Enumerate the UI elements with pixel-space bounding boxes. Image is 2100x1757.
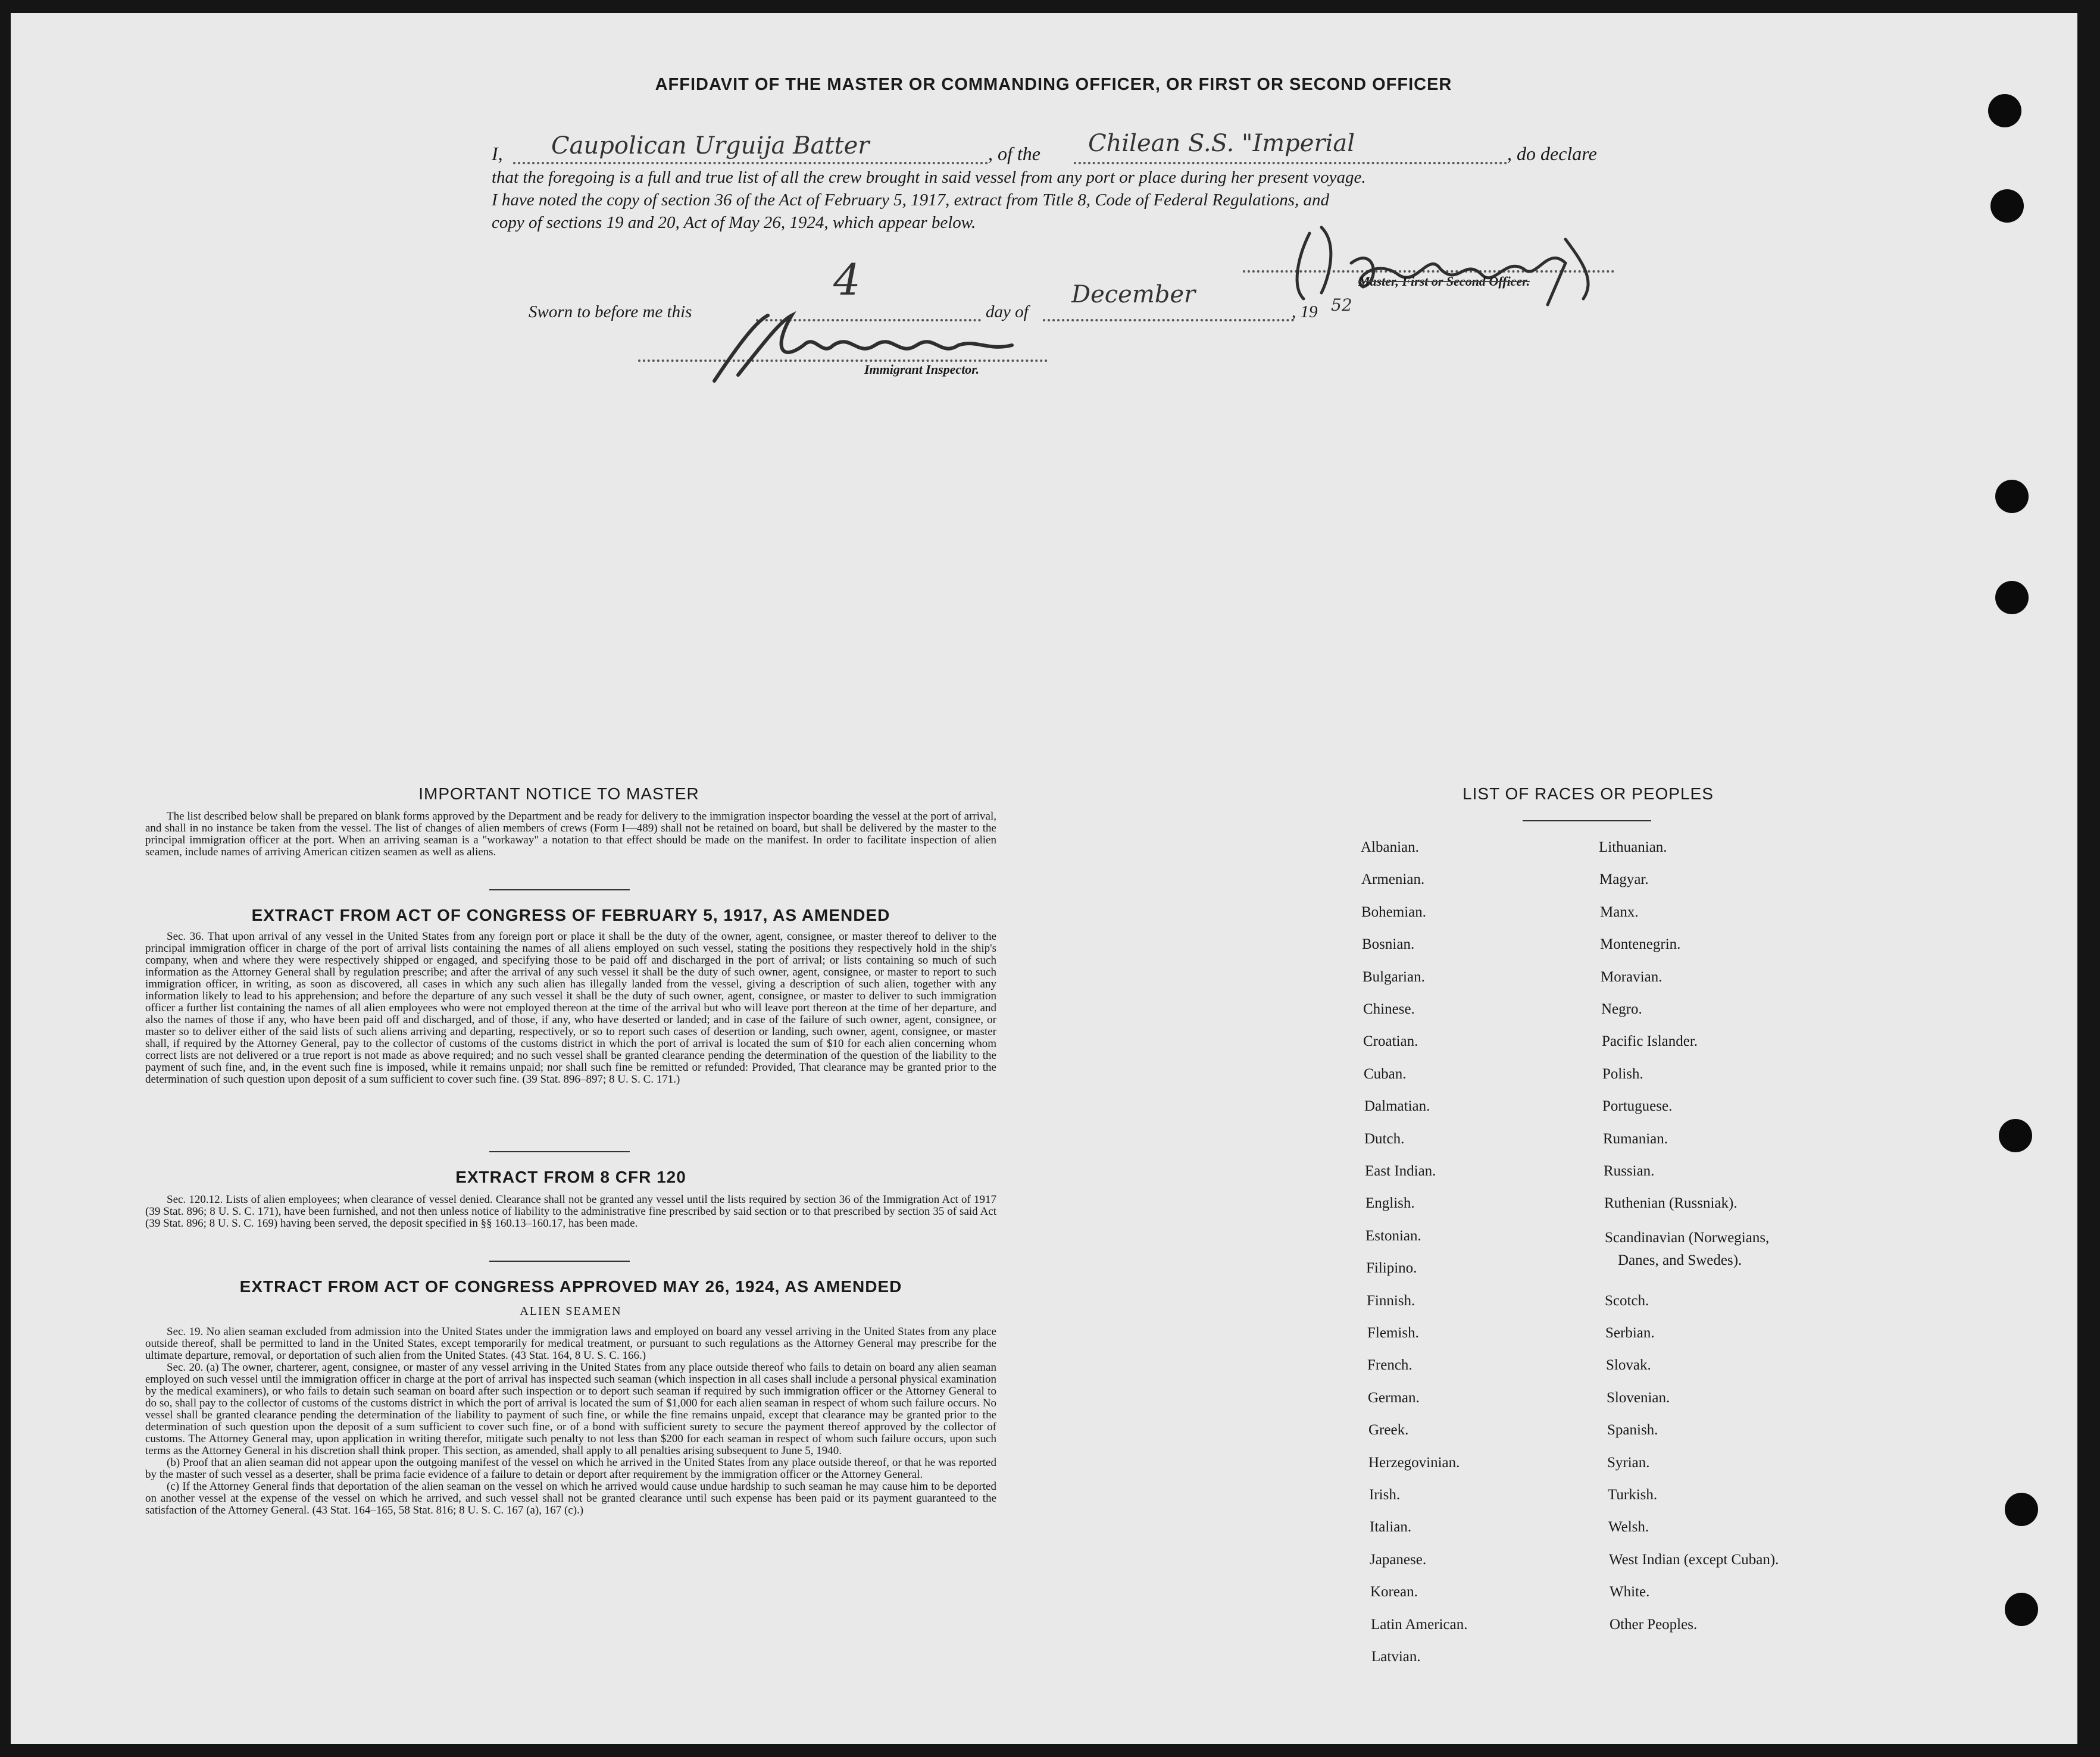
race-item: Bulgarian. bbox=[1362, 969, 1425, 985]
master-title-label: Master, First or Second Officer. bbox=[1358, 274, 1530, 289]
race-item: Pacific Islander. bbox=[1602, 1033, 1698, 1049]
race-item: Other Peoples. bbox=[1610, 1617, 1698, 1633]
affidavit-i-label: I, bbox=[492, 143, 503, 164]
day-of-label: day of bbox=[986, 302, 1029, 321]
race-item: Spanish. bbox=[1607, 1422, 1658, 1438]
affidavit-line-2: that the foregoing is a full and true list of all the crew brought in said vessel from any port or place during her present voyage. bbox=[492, 168, 1366, 187]
divider bbox=[489, 1151, 630, 1152]
affidavit-line-4: copy of sections 19 and 20, Act of May 26, 1924, which appear below. bbox=[492, 213, 976, 232]
race-item: Montenegrin. bbox=[1600, 936, 1681, 952]
race-item: Moravian. bbox=[1601, 969, 1662, 985]
act-1924-title: EXTRACT FROM ACT OF CONGRESS APPROVED MAY 26, 1924, AS AMENDED bbox=[239, 1277, 902, 1296]
cfr-text bbox=[145, 1194, 996, 1230]
month-line bbox=[1043, 319, 1294, 321]
month-handwritten: December bbox=[1071, 281, 1196, 308]
vessel-name-handwritten: Chilean S.S. "Imperial bbox=[1088, 130, 1355, 157]
race-item: Herzegovinian. bbox=[1368, 1455, 1460, 1471]
race-item: Irish. bbox=[1369, 1487, 1401, 1503]
race-item: West Indian (except Cuban). bbox=[1609, 1552, 1779, 1568]
punch-hole bbox=[1988, 94, 2021, 127]
divider bbox=[489, 1261, 630, 1262]
race-item: Scandinavian (Norwegians, bbox=[1605, 1230, 1770, 1246]
race-item: Russian. bbox=[1604, 1163, 1655, 1179]
day-handwritten: 4 bbox=[833, 255, 861, 305]
act-1917-title: EXTRACT FROM ACT OF CONGRESS OF FEBRUARY 5, 1917, AS AMENDED bbox=[251, 906, 890, 924]
sworn-label: Sworn to before me this bbox=[529, 302, 692, 321]
race-item: East Indian. bbox=[1365, 1163, 1436, 1179]
race-item: White. bbox=[1610, 1584, 1650, 1600]
race-item: Korean. bbox=[1370, 1584, 1418, 1600]
race-item: Estonian. bbox=[1365, 1228, 1421, 1244]
year-prefix-label: , 19 bbox=[1292, 302, 1318, 321]
punch-hole bbox=[2005, 1593, 2038, 1626]
act-1924-paragraph-sec20b: (b) Proof that an alien seaman did not appear upon the outgoing manifest of the vessel on which he arrived in the United States from any place outside thereof, or that he was reported by the master of such vessel as a deserter, shall be prima facie evidence of a failure to detain or deport after requirement by the immigration officer or the Attorney General. bbox=[145, 1456, 996, 1481]
race-item: Latvian. bbox=[1371, 1649, 1421, 1665]
race-item: Rumanian. bbox=[1603, 1131, 1668, 1147]
punch-hole bbox=[1995, 480, 2029, 513]
master-name-line bbox=[513, 162, 988, 164]
cfr-paragraph: Sec. 120.12. Lists of alien employees; when clearance of vessel denied. Clearance shall not be granted any vessel until the lists required by section 36 of the Immigration Act of 1917 (39 Stat. 896; 8 U. S. C. 171), have been furnished, and not then unless notice of liability to the administrative fine prescribed by said section or to that prescribed by section 35 of said Act (39 Stat. 896; 8 U. S. C. 169) having been served, the deposit specified in §§ 160.13–160.17, has been made. bbox=[145, 1193, 996, 1230]
affidavit-line-3: I have noted the copy of section 36 of the Act of February 5, 1917, extract from Title 8, Code of Federal Regulations, and bbox=[492, 190, 1330, 210]
notice-title: IMPORTANT NOTICE TO MASTER bbox=[418, 784, 699, 803]
race-item: Slovak. bbox=[1606, 1357, 1651, 1373]
race-item: Polish. bbox=[1602, 1066, 1643, 1082]
act-1924-text bbox=[145, 1326, 996, 1517]
race-scandinavian-continued: Danes, and Swedes). bbox=[1618, 1252, 1742, 1268]
master-name-handwritten: Caupolican Urguija Batter bbox=[551, 132, 870, 160]
act-1924-paragraph-sec20c: (c) If the Attorney General finds that deportation of the alien seaman on the vessel on which he arrived would cause undue hardship to such seaman he may cause him to be deported on another vessel at the expense of the vessel on which he arrived, and such vessel shall not be granted clearance until such expense has been paid or its payment guaranteed to the satisfaction of the Attorney General. (43 Stat. 164–165, 58 Stat. 816; 8 U. S. C. 167 (a), 167 (c).) bbox=[145, 1480, 996, 1517]
race-item: Latin American. bbox=[1371, 1617, 1468, 1633]
race-item: Japanese. bbox=[1370, 1552, 1427, 1568]
act-1924-paragraph-sec20a: Sec. 20. (a) The owner, charterer, agent, consignee, or master of any vessel arriving in the United States from any place outside thereof who fails to detain on board any alien seaman employed on such vessel until the immigration officer in charge at the port of arrival has inspected such seaman (which inspection in all cases shall include a personal physical examination by the medical examiners), or who fails to detain such seaman on board after such inspection or to deport such seaman if required by such immigration officer or the Attorney General to do so, shall pay to the collector of customs of the customs district in which the port of arrival is located the sum of $1,000 for each alien seaman in respect of whom such failure occurs. No vessel shall be granted clearance pending the determination of the liability to payment of such fine, or while the fine remains unpaid, except that clearance may be granted prior to the determination of such question upon the deposit of a sum sufficient to cover such fine, or of a bond with sufficient surety to secure the payment thereof approved by the collector of customs. The Attorney General may, upon application in writing therefor, mitigate such penalty to not less than $200 for each seaman in respect of whom such failure occurs, upon such terms as the Attorney General in his discretion shall think proper. This section, as amended, shall apply to all penalties arising subsequent to June 5, 1940. bbox=[145, 1361, 996, 1457]
race-item: Manx. bbox=[1600, 904, 1639, 920]
race-item: Syrian. bbox=[1607, 1455, 1650, 1471]
affidavit-title: AFFIDAVIT OF THE MASTER OR COMMANDING OFFICER, OR FIRST OR SECOND OFFICER bbox=[655, 75, 1452, 94]
punch-hole bbox=[1995, 581, 2029, 614]
race-item: Serbian. bbox=[1605, 1325, 1655, 1341]
of-the-label: , of the bbox=[988, 143, 1040, 164]
race-item: Welsh. bbox=[1608, 1519, 1649, 1535]
race-item: Slovenian. bbox=[1607, 1390, 1670, 1406]
race-item: Armenian. bbox=[1361, 871, 1425, 887]
race-item: Flemish. bbox=[1367, 1325, 1419, 1341]
race-item: Ruthenian (Russniak). bbox=[1604, 1195, 1738, 1211]
races-title: LIST OF RACES OR PEOPLES bbox=[1462, 784, 1714, 803]
punch-hole bbox=[2005, 1493, 2038, 1526]
race-item: Greek. bbox=[1368, 1422, 1409, 1438]
race-item: Turkish. bbox=[1608, 1487, 1658, 1503]
act-1917-paragraph: Sec. 36. That upon arrival of any vessel in the United States from any foreign port or place it shall be the duty of the owner, agent, consignee, or master thereof to deliver to the principal immigration officer in charge of the port of arrival lists containing the names of all aliens employed on such vessel, stating the positions they respectively hold in the ship's company, when and where they were respectively shipped or engaged, and specifying those to be paid off and discharged in the port of arrival; or lists containing so much of such information as the Attorney General shall by regulation prescribe; and after the arrival of any such vessel it shall be the duty of such owner, agent, consignee, or master to report to such immigration officer, in writing, as soon as discovered, all cases in which any such alien has illegally landed from the vessel, giving a description of such alien, together with any information likely to lead to his apprehension; and before the departure of any such vessel it shall be the duty of such owner, agent, consignee, or master to deliver to such immigration officer a further list containing the names of all alien employees who were not employed thereon at the time of the arrival but who will leave port thereon at the time of her departure, and also the names of those if any, who have been paid off and discharged, and of those, if any, who have deserted or landed; and in case of the failure of such owner, agent, consignee, or master so to deliver either of the said lists of such aliens arriving and departing, respectively, or so to report such cases of desertion or landing, such owner, agent, consignee, or master shall, if required by the Attorney General, pay to the collector of customs of the customs district in which the port of arrival is located the sum of $10 for each alien concerning whom correct lists are not delivered or a true report is not made as above required; and no such vessel shall be granted clearance pending the determination of the question of the liability to the payment of such fine, and, in the event such fine is imposed, while it remains unpaid; nor shall such fine be remitted or refunded: Provided, That clearance may be granted prior to the determination of such question upon deposit of a sum sufficient to cover such fine. (39 Stat. 896–897; 8 U. S. C. 171.) bbox=[145, 930, 996, 1086]
notice-paragraph: The list described below shall be prepared on blank forms approved by the Department and be ready for delivery to the immigration inspector boarding the vessel at the port of arrival, and shall in no instance be taken from the vessel. The list of changes of alien members of crews (Form I—489) shall not be retained on board, but shall be delivered by the master to the principal immigration officer at the port. When an arriving seaman is a "workaway" a notation to that effect should be made on the manifest. In order to facilitate inspection of alien seamen, include names of arriving American citizen seamen as well as aliens. bbox=[145, 810, 996, 858]
race-item: Albanian. bbox=[1361, 839, 1419, 855]
race-item: Lithuanian. bbox=[1599, 839, 1667, 855]
race-item: Filipino. bbox=[1366, 1260, 1417, 1276]
race-item: Cuban. bbox=[1364, 1066, 1407, 1082]
race-item: Magyar. bbox=[1599, 871, 1649, 887]
vessel-name-line bbox=[1074, 162, 1507, 164]
act-1924-paragraph-sec19: Sec. 19. No alien seaman excluded from admission into the United States under the immigration laws and employed on board any vessel arriving in the United States from any place outside thereof, shall be permitted to land in the United States, except temporarily for medical treatment, or pursuant to such regulations as the Attorney General may prescribe for the ultimate departure, removal, or deportation of such alien from the United States. (43 Stat. 164, 8 U. S. C. 166.) bbox=[145, 1325, 996, 1362]
race-item: Scotch. bbox=[1605, 1293, 1649, 1309]
punch-hole bbox=[1990, 189, 2024, 223]
race-item: French. bbox=[1367, 1357, 1412, 1373]
race-item: German. bbox=[1368, 1390, 1420, 1406]
race-item: Portuguese. bbox=[1602, 1098, 1673, 1114]
divider bbox=[489, 889, 630, 890]
year-handwritten: 52 bbox=[1331, 295, 1352, 315]
race-item: Bohemian. bbox=[1361, 904, 1427, 920]
race-item: Bosnian. bbox=[1362, 936, 1415, 952]
do-declare-label: , do declare bbox=[1507, 143, 1597, 164]
race-item: Finnish. bbox=[1367, 1293, 1415, 1309]
race-item: Dalmatian. bbox=[1364, 1098, 1430, 1114]
cfr-title: EXTRACT FROM 8 CFR 120 bbox=[455, 1168, 686, 1186]
race-item: English. bbox=[1365, 1195, 1415, 1211]
notice-text bbox=[145, 811, 996, 858]
act-1917-text bbox=[145, 931, 996, 1086]
race-item: Dutch. bbox=[1364, 1131, 1405, 1147]
race-item: Italian. bbox=[1370, 1519, 1412, 1535]
punch-hole bbox=[1999, 1119, 2032, 1152]
inspector-title-label: Immigrant Inspector. bbox=[864, 362, 980, 377]
act-1924-subtitle: ALIEN SEAMEN bbox=[520, 1305, 622, 1318]
race-item: Chinese. bbox=[1363, 1001, 1415, 1017]
race-item: Negro. bbox=[1601, 1001, 1642, 1017]
divider bbox=[1523, 820, 1651, 821]
race-item: Croatian. bbox=[1363, 1033, 1418, 1049]
